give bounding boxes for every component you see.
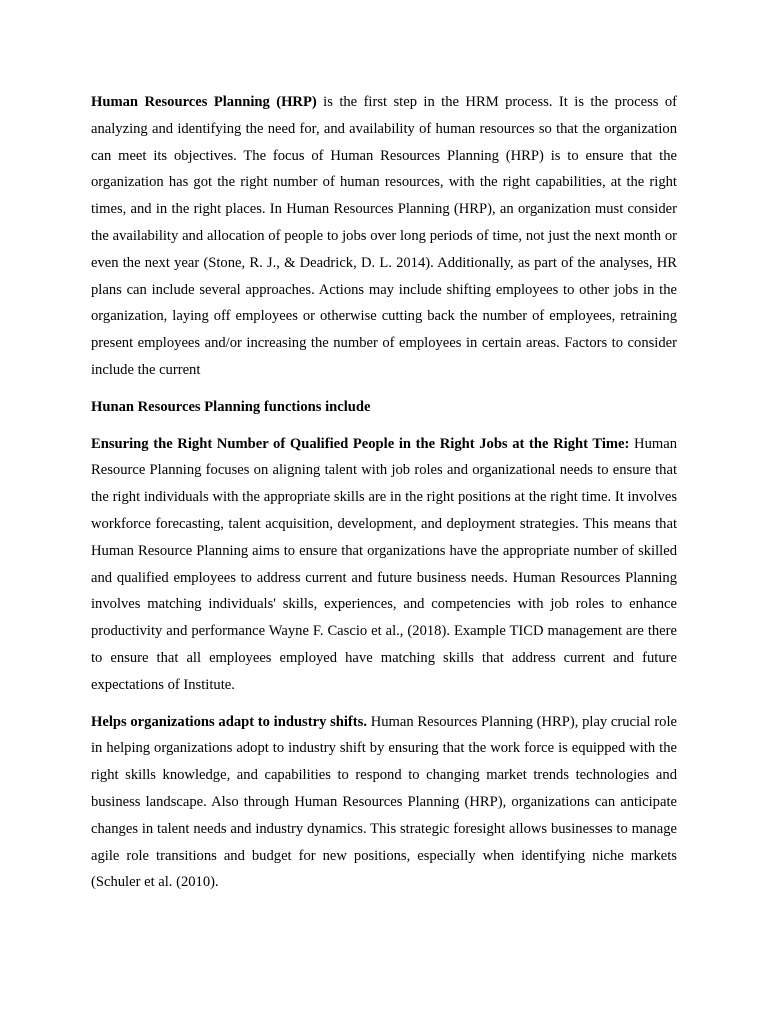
section-heading: Hunan Resources Planning functions include xyxy=(91,398,371,415)
function-1-lead: Ensuring the Right Number of Qualified People in the Right Jobs at the Right Time: xyxy=(91,435,630,452)
intro-body: is the first step in the HRM process. It is the process of analyzing and identifying the need for, and availability of human resources so that the organization can meet its objectives. The focus of Human Resources Planning (HRP) is to ensure that the organization has got the right number of human resources, with the right capabilities, at the right times, and in the right places. In Human Resources Planning (HRP), an organization must consider the availability and allocation of people to jobs over long periods of time, not just the next month or even the next year (Stone, R. J., & Deadrick, D. L. 2014). Additionally, as part of the analyses, HR plans can include several approaches. Actions may include shifting employees to other jobs in the organization, laying off employees or otherwise cutting back the number of employees, retraining present employees and/or increasing the number of employees in certain areas. Factors to consider include the current xyxy=(91,94,677,378)
function-2-paragraph xyxy=(91,709,677,897)
function-2-lead: Helps organizations adapt to industry shifts. xyxy=(91,713,367,730)
function-1-paragraph xyxy=(91,431,677,699)
function-1-body: Human Resource Planning focuses on aligning talent with job roles and organizational needs to ensure that the right individuals with the appropriate skills are in the right positions at the right time. It involves workforce forecasting, talent acquisition, development, and deployment strategies. This means that Human Resource Planning aims to ensure that organizations have the appropriate number of skilled and qualified employees to address current and future business needs. Human Resources Planning involves matching individuals' skills, experiences, and competencies with job roles to enhance productivity and performance Wayne F. Cascio et al., (2018). Example TICD management are there to ensure that all employees employed have matching skills that address current and future expectations of Institute. xyxy=(91,435,677,693)
intro-paragraph xyxy=(91,89,677,384)
function-2-body: Human Resources Planning (HRP), play crucial role in helping organizations adopt to industry shift by ensuring that the work force is equipped with the right skills knowledge, and capabilities to respond to changing market trends technologies and business landscape. Also through Human Resources Planning (HRP), organizations can anticipate changes in talent needs and industry dynamics. This strategic foresight allows businesses to manage agile role transitions and budget for new positions, especially when identifying niche markets (Schuler et al. (2010). xyxy=(91,713,678,891)
intro-lead: Human Resources Planning (HRP) xyxy=(91,94,317,110)
document-page xyxy=(91,89,677,896)
